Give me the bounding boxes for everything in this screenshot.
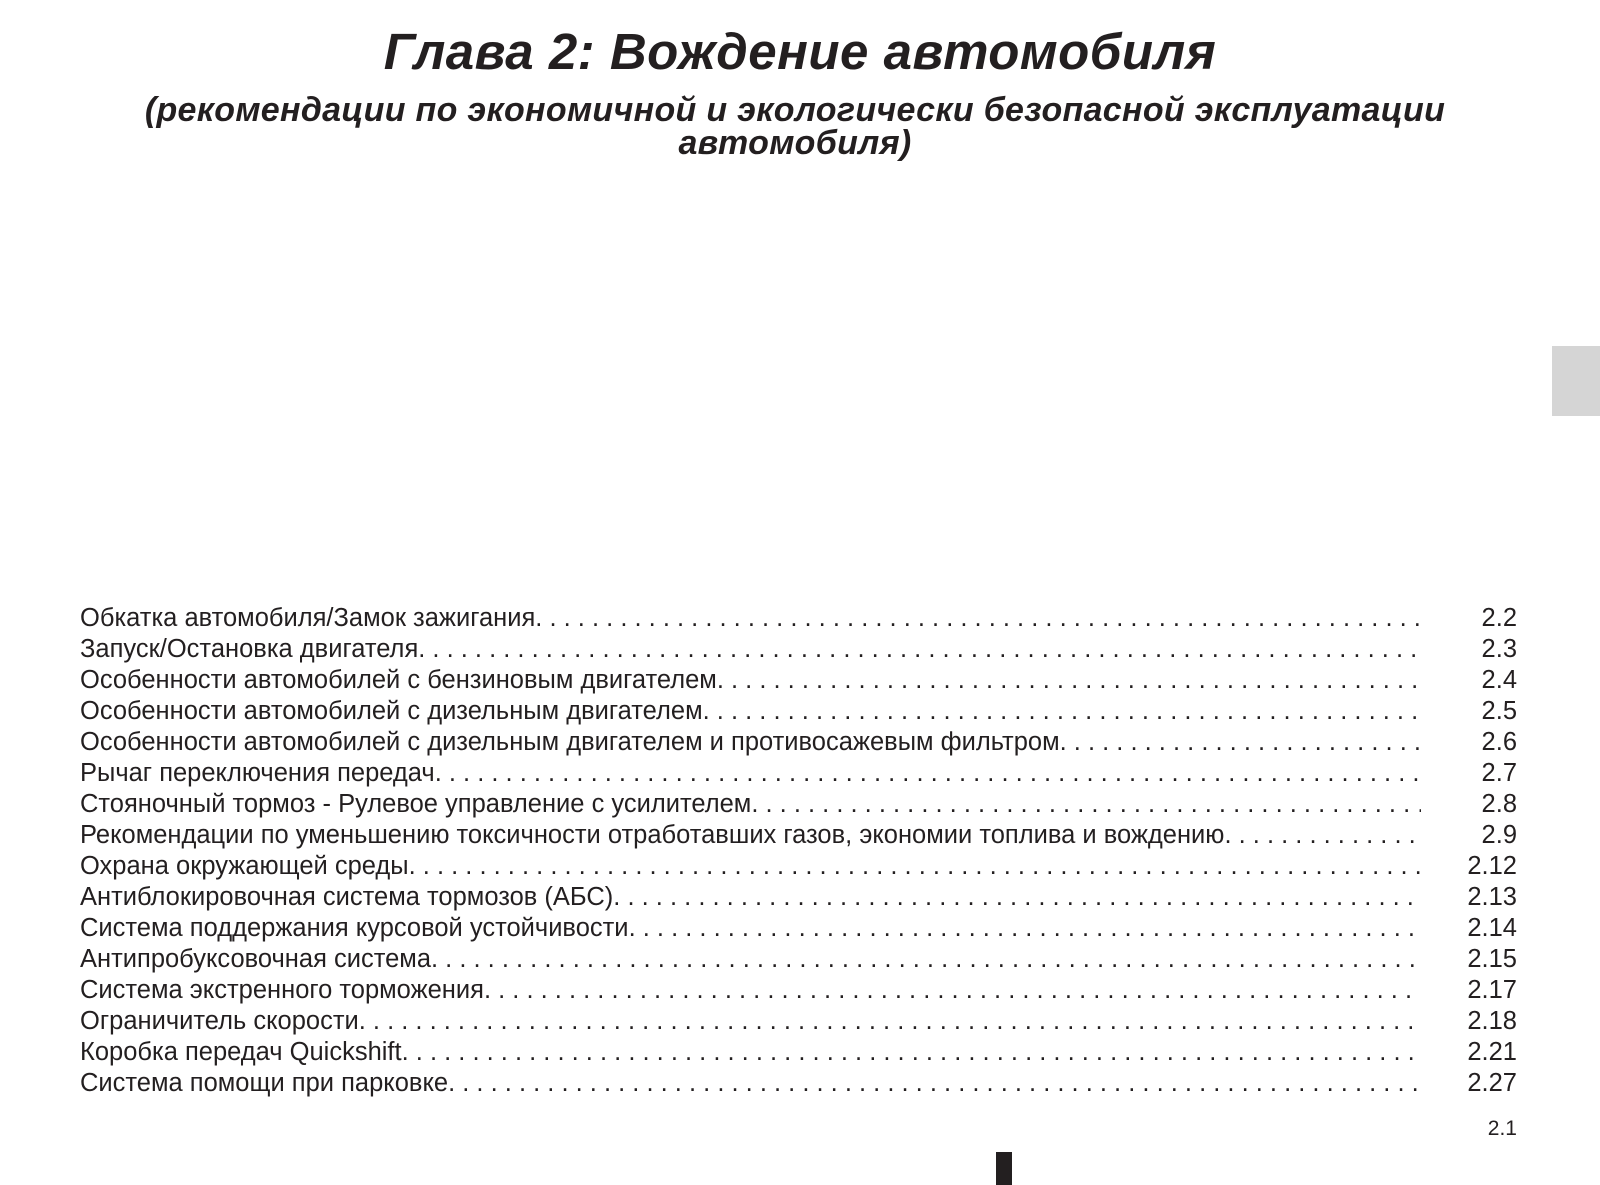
toc-entry[interactable]: [80, 696, 1517, 727]
chapter-title: Глава 2: Вождение автомобиля: [383, 23, 1217, 80]
toc-entry[interactable]: [80, 758, 1517, 789]
toc-entry[interactable]: [80, 665, 1517, 696]
toc-entry[interactable]: [80, 789, 1517, 820]
toc-entry-page: 2.18: [1467, 1007, 1517, 1035]
toc-entry-label: Система помощи при парковке: [80, 1069, 449, 1097]
toc-leader-dots: [1060, 727, 1421, 758]
toc-entry[interactable]: [80, 882, 1517, 913]
toc-entry-page: 2.4: [1481, 666, 1517, 694]
toc-leader-dots: [435, 758, 1421, 789]
toc-leader-dots: [535, 603, 1421, 634]
toc-entry-label: Запуск/Остановка двигателя: [80, 635, 419, 663]
toc-entry-page: 2.8: [1481, 790, 1517, 818]
toc-leader-dots: [717, 665, 1421, 696]
toc-entry[interactable]: [80, 1068, 1517, 1099]
toc-entry-page: 2.2: [1481, 604, 1517, 632]
toc-entry[interactable]: [80, 975, 1517, 1006]
toc-leader-dots: [359, 1006, 1421, 1037]
toc-entry-label: Система поддержания курсовой устойчивости: [80, 914, 629, 942]
toc-entry-page: 2.13: [1467, 883, 1517, 911]
toc-entry[interactable]: [80, 820, 1517, 851]
toc-entry[interactable]: [80, 944, 1517, 975]
toc-leader-dots: [448, 1068, 1421, 1099]
toc-leader-dots: [484, 975, 1421, 1006]
toc-entry[interactable]: [80, 913, 1517, 944]
toc-entry-page: 2.21: [1467, 1038, 1517, 1066]
toc-entry-label: Ограничитель скорости: [80, 1007, 359, 1035]
toc-entry-page: 2.7: [1481, 759, 1517, 787]
toc-entry-label: Охрана окружающей среды: [80, 852, 409, 880]
toc-entry[interactable]: [80, 851, 1517, 882]
chapter-subtitle-line-1: (рекомендации по экономичной и экологически безопасной эксплуатации: [144, 91, 1446, 129]
toc-entry[interactable]: [80, 603, 1517, 634]
toc-entry[interactable]: [80, 634, 1517, 665]
toc-entry[interactable]: [80, 727, 1517, 758]
toc-entry-label: Антипробуксовочная система: [80, 945, 431, 973]
toc-entry-label: Коробка передач Quickshift: [80, 1038, 402, 1066]
toc-entry-label: Рекомендации по уменьшению токсичности отработавших газов, экономии топлива и вождению: [80, 821, 1225, 849]
toc-entry[interactable]: [80, 1006, 1517, 1037]
toc-leader-dots: [1224, 820, 1421, 851]
toc-entry-page: 2.14: [1467, 914, 1517, 942]
toc-entry-label: Антиблокировочная система тормозов (АБС): [80, 883, 614, 911]
toc-leader-dots: [629, 913, 1421, 944]
toc-entry-page: 2.27: [1467, 1069, 1517, 1097]
toc-leader-dots: [402, 1037, 1421, 1068]
toc-entry-label: Система экстренного торможения: [80, 976, 484, 1004]
toc-entry-page: 2.6: [1481, 728, 1517, 756]
toc-entry-label: Стояночный тормоз - Рулевое управление с усилителем: [80, 790, 752, 818]
chapter-subtitle-line-2: автомобиля): [678, 124, 912, 162]
toc-entry-page: 2.9: [1481, 821, 1517, 849]
toc-leader-dots: [418, 634, 1421, 665]
toc-entry-page: 2.12: [1467, 852, 1517, 880]
toc-entry-label: Особенности автомобилей с дизельным двигателем: [80, 697, 703, 725]
toc-entry-label: Особенности автомобилей с бензиновым двигателем: [80, 666, 717, 694]
toc-entry[interactable]: [80, 1037, 1517, 1068]
toc-entry-label: Обкатка автомобиля/Замок зажигания: [80, 604, 536, 632]
toc-leader-dots: [751, 789, 1421, 820]
toc-leader-dots: [613, 882, 1421, 913]
chapter-subtitle: [60, 91, 1530, 162]
toc-leader-dots: [703, 696, 1421, 727]
toc-entry-label: Особенности автомобилей с дизельным двигателем и противосажевым фильтром: [80, 728, 1060, 756]
chapter-side-tab: [1552, 346, 1600, 416]
toc-entry-label: Рычаг переключения передач: [80, 759, 435, 787]
toc-leader-dots: [431, 944, 1421, 975]
toc-entry-page: 2.15: [1467, 945, 1517, 973]
toc-entry-page: 2.3: [1481, 635, 1517, 663]
crop-mark: [996, 1152, 1012, 1185]
table-of-contents: [80, 603, 1517, 1099]
page-number: 2.1: [1487, 1117, 1517, 1140]
toc-entry-page: 2.5: [1481, 697, 1517, 725]
toc-entry-page: 2.17: [1467, 976, 1517, 1004]
toc-leader-dots: [409, 851, 1421, 882]
